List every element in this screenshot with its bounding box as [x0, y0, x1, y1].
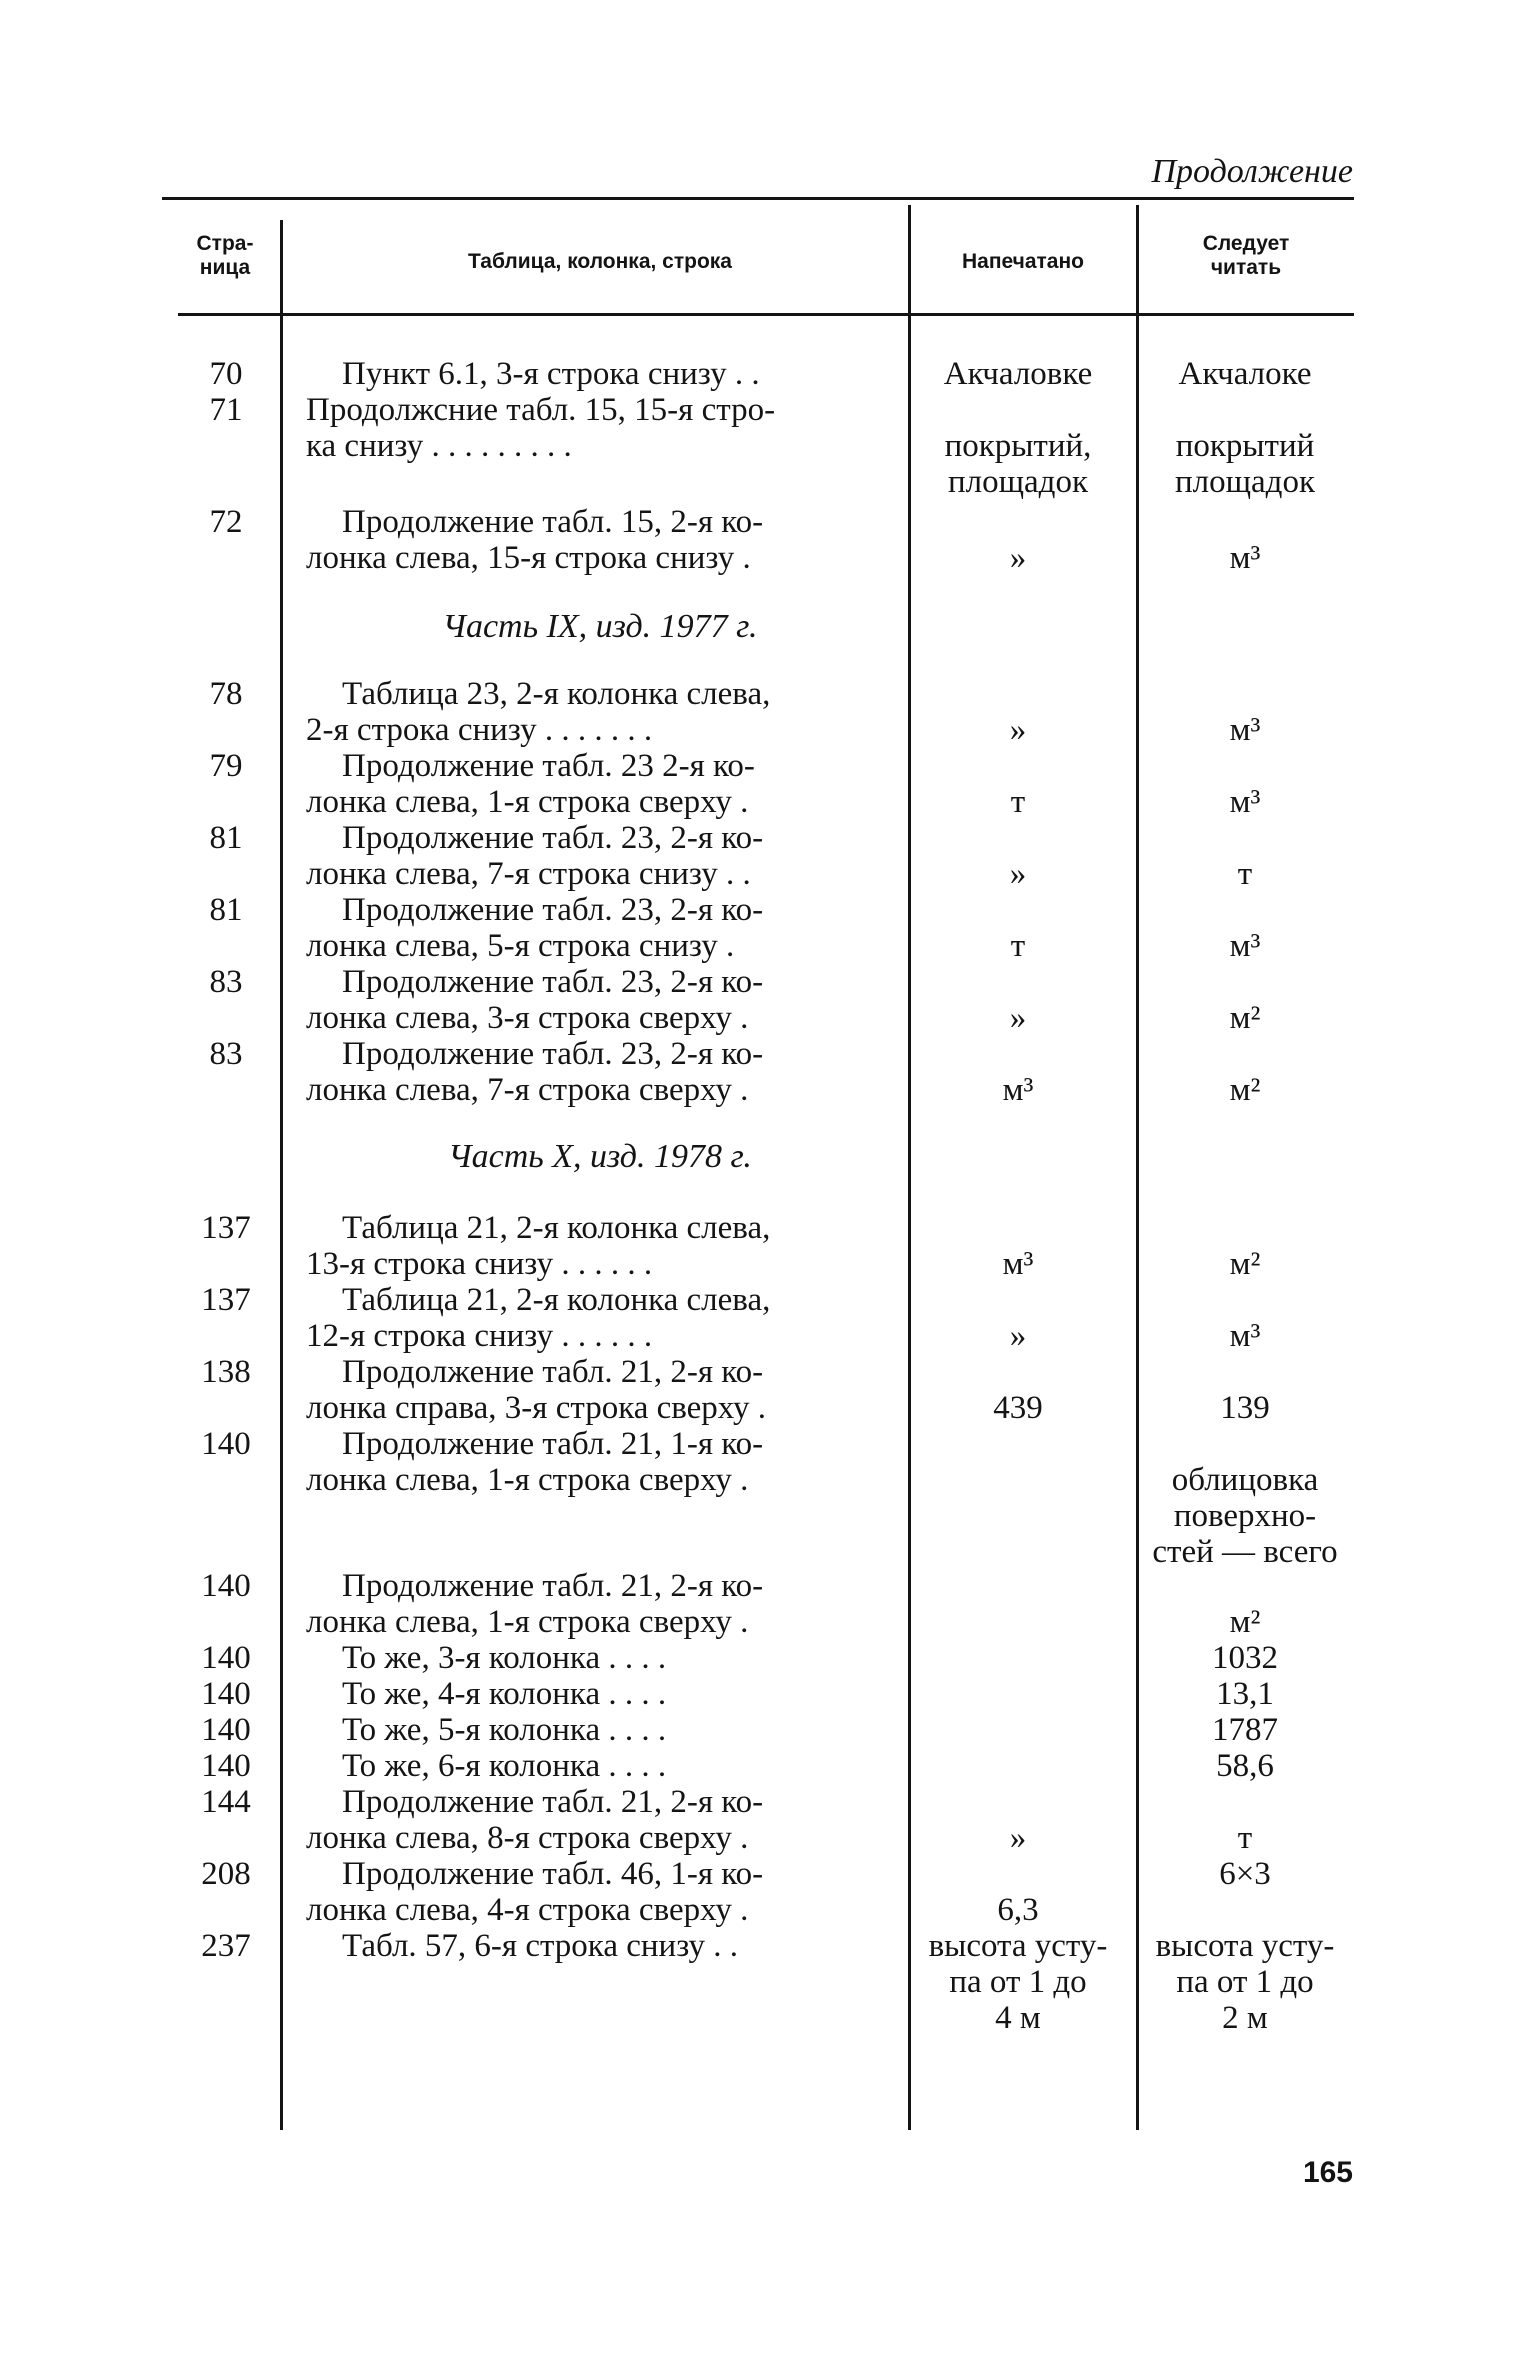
- table-top-rule: [162, 197, 1354, 200]
- column-divider-3: [1136, 205, 1139, 2130]
- cell-printed: »: [1009, 1318, 1027, 1354]
- cell-printed: »: [1009, 540, 1027, 576]
- continuation-label: Продолжение: [1151, 153, 1353, 190]
- cell-location: Продолжение табл. 23, 2-я ко- лонка слева, 7-я строка сверху .: [306, 1036, 764, 1108]
- cell-printed: [910, 1748, 1126, 1784]
- cell-read-as: м²: [1229, 1246, 1261, 1282]
- cell-page: 79: [209, 748, 243, 784]
- cell-location: Таблица 21, 2-я колонка слева, 13-я строка снизу . . . . . .: [306, 1210, 771, 1282]
- cell-printed: [910, 1426, 1126, 1462]
- cell-page: 81: [209, 892, 243, 928]
- cell-page: 144: [201, 1784, 251, 1820]
- cell-page: 140: [201, 1640, 251, 1676]
- header-read-as: Следует читать: [1202, 232, 1290, 279]
- cell-page: 140: [201, 1568, 251, 1604]
- cell-location: То же, 6-я колонка . . . .: [342, 1748, 667, 1784]
- cell-location: Продолжение табл. 21, 2-я ко- лонка слева, 1-я строка сверху .: [306, 1568, 764, 1640]
- cell-location: Продолжение табл. 23, 2-я ко- лонка слева, 3-я строка сверху .: [306, 964, 764, 1036]
- cell-page: 72: [209, 504, 243, 540]
- cell-page: 78: [209, 676, 243, 712]
- cell-read-as: облицовка поверхно- стей — всего: [1152, 1462, 1338, 1570]
- cell-page: 140: [201, 1426, 251, 1462]
- cell-page: 137: [201, 1282, 251, 1318]
- cell-read-as: 6×3: [1219, 1856, 1271, 1892]
- cell-location: Продолжение табл. 23, 2-я ко- лонка слева, 5-я строка снизу .: [306, 892, 764, 964]
- cell-page: 140: [201, 1712, 251, 1748]
- cell-location: Продолжение табл. 21, 2-я ко- лонка справа, 3-я строка сверху .: [306, 1354, 767, 1426]
- cell-location: Табл. 57, 6-я строка снизу . .: [342, 1928, 739, 1964]
- cell-read-as: м³: [1229, 712, 1261, 748]
- cell-read-as: м³: [1229, 540, 1261, 576]
- cell-printed: м³: [1002, 1072, 1034, 1108]
- cell-location: Таблица 21, 2-я колонка слева, 12-я строка снизу . . . . . .: [306, 1282, 771, 1354]
- cell-location: Продолжение табл. 15, 2-я ко- лонка слева, 15-я строка снизу .: [306, 504, 764, 576]
- cell-read-as: м³: [1229, 784, 1261, 820]
- cell-printed: [910, 1568, 1126, 1604]
- cell-printed: [910, 1676, 1126, 1712]
- cell-location: Продолжение табл. 21, 1-я ко- лонка слева, 1-я строка сверху .: [306, 1426, 764, 1498]
- cell-printed: Акчаловке покрытий, площадок: [943, 356, 1093, 500]
- cell-printed: »: [1009, 856, 1027, 892]
- cell-read-as: м³: [1229, 1318, 1261, 1354]
- cell-page: 81: [209, 820, 243, 856]
- cell-location: То же, 3-я колонка . . . .: [342, 1640, 667, 1676]
- cell-location: Таблица 23, 2-я колонка слева, 2-я строка снизу . . . . . . .: [306, 676, 771, 748]
- cell-location: То же, 4-я колонка . . . .: [342, 1676, 667, 1712]
- cell-read-as: м²: [1229, 1072, 1261, 1108]
- page-number: 165: [1302, 2156, 1353, 2189]
- cell-location: То же, 5-я колонка . . . .: [342, 1712, 667, 1748]
- cell-printed: [910, 1640, 1126, 1676]
- cell-page: 138: [201, 1354, 251, 1390]
- cell-read-as: т: [1237, 856, 1253, 892]
- section-heading: Часть IX, изд. 1977 г.: [442, 608, 758, 645]
- cell-printed: т: [1010, 928, 1026, 964]
- cell-location: Пункт 6.1, 3-я строка снизу . . Продолжсние табл. 15, 15-я стро- ка снизу . . . . . . . . .: [306, 356, 776, 464]
- header-printed: Напечатано: [961, 250, 1085, 273]
- header-location: Таблица, колонка, строка: [468, 250, 732, 273]
- cell-page: 140: [201, 1748, 251, 1784]
- cell-read-as: 1032: [1212, 1640, 1278, 1676]
- cell-page: 140: [201, 1676, 251, 1712]
- cell-printed: »: [1009, 1000, 1027, 1036]
- cell-read-as: м³: [1229, 928, 1261, 964]
- cell-location: Продолжение табл. 23, 2-я ко- лонка слева, 7-я строка снизу . .: [306, 820, 764, 892]
- header-page: Стра- ница: [196, 232, 254, 279]
- cell-printed: »: [1009, 712, 1027, 748]
- cell-location: Продолжение табл. 23 2-я ко- лонка слева, 1-я строка сверху .: [306, 748, 755, 820]
- cell-read-as: 1787: [1212, 1712, 1278, 1748]
- cell-printed: высота усту- па от 1 до 4 м: [928, 1928, 1108, 2036]
- cell-page: 237: [201, 1928, 251, 1964]
- cell-printed: 6,3: [997, 1892, 1039, 1928]
- cell-location: Продолжение табл. 21, 2-я ко- лонка слева, 8-я строка сверху .: [306, 1784, 764, 1856]
- cell-printed: [910, 1712, 1126, 1748]
- cell-page: 208: [201, 1856, 251, 1892]
- cell-read-as: м²: [1229, 1000, 1261, 1036]
- cell-read-as: Акчалоке покрытий площадок: [1174, 356, 1315, 500]
- cell-printed: »: [1009, 1820, 1027, 1856]
- cell-location: Продолжение табл. 46, 1-я ко- лонка слева, 4-я строка сверху .: [306, 1856, 764, 1928]
- cell-read-as: высота усту- па от 1 до 2 м: [1155, 1928, 1335, 2036]
- header-bottom-rule: [178, 313, 1354, 316]
- cell-read-as: т: [1237, 1820, 1253, 1856]
- cell-read-as: м²: [1229, 1604, 1261, 1640]
- section-heading: Часть X, изд. 1978 г.: [448, 1138, 752, 1175]
- cell-read-as: 13,1: [1216, 1676, 1274, 1712]
- cell-page: 70 71: [209, 356, 243, 428]
- cell-printed: м³: [1002, 1246, 1034, 1282]
- cell-page: 137: [201, 1210, 251, 1246]
- cell-printed: 439: [993, 1390, 1043, 1426]
- cell-page: 83: [209, 964, 243, 1000]
- cell-read-as: 58,6: [1216, 1748, 1274, 1784]
- cell-page: 83: [209, 1036, 243, 1072]
- cell-printed: т: [1010, 784, 1026, 820]
- cell-read-as: 139: [1220, 1390, 1270, 1426]
